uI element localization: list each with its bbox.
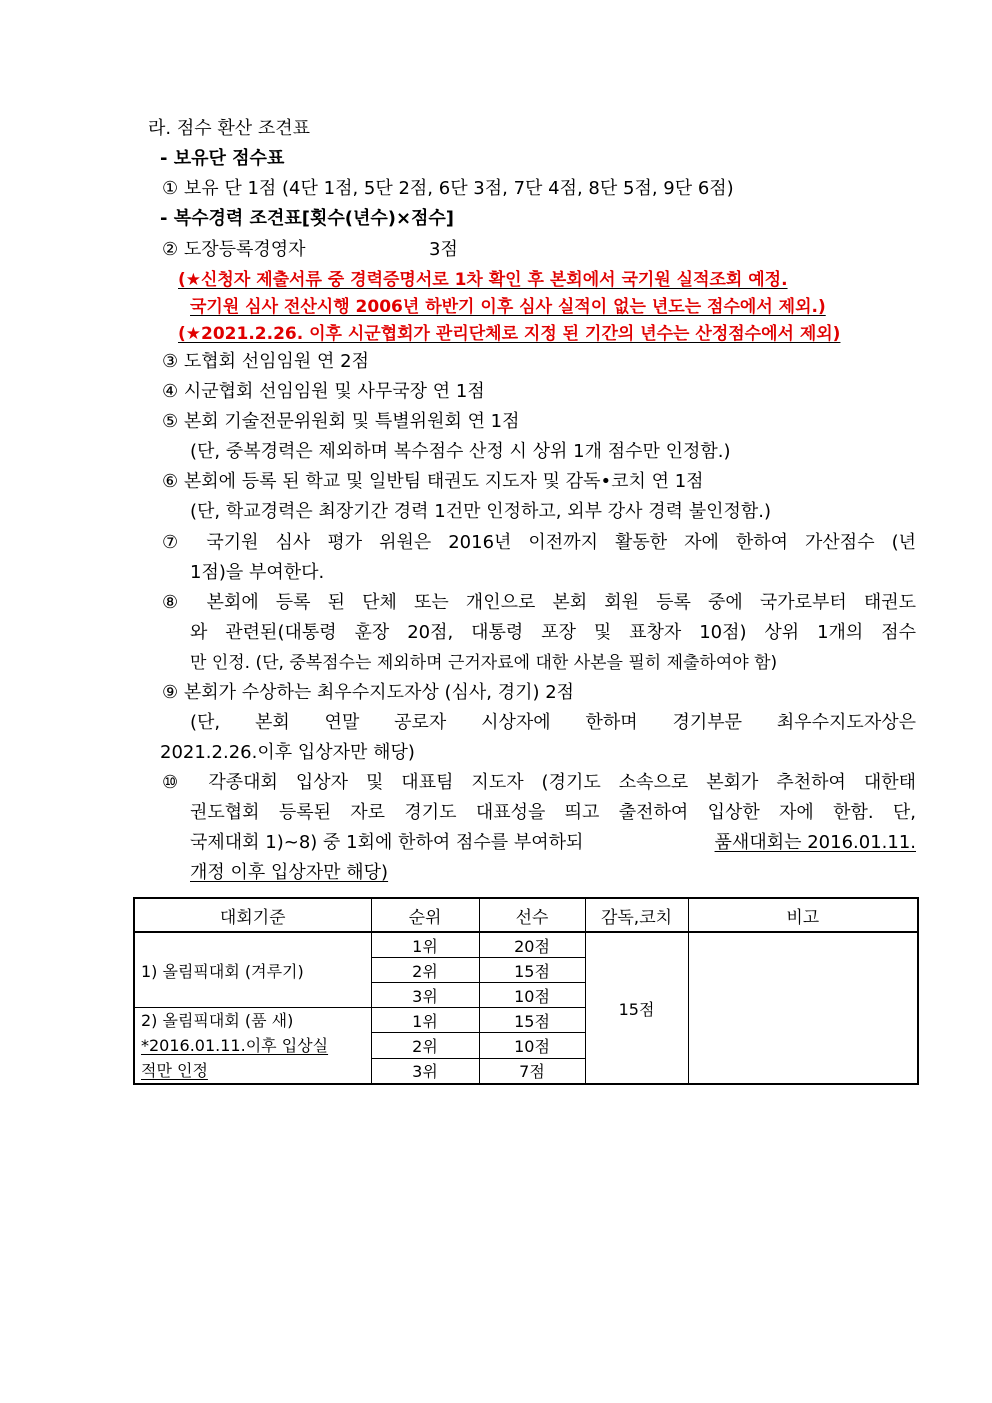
player-score-cell: 15점 (479, 1008, 585, 1033)
player-score-cell: 15점 (479, 958, 585, 983)
item-7-line-2: 1점)을 부여한다. (190, 562, 325, 583)
item-8-line-3: 만 인정. (단, 중복점수는 제외하며 근거자료에 대한 사본을 필히 제출하여야 함) (190, 653, 778, 673)
item-8-line-1: ⑧ 본회에 등록 된 단체 또는 개인으로 본회 회원 등록 중에 국가로부터 태권도 (162, 592, 916, 613)
item-3: ③ 도협회 선임임원 연 2점 (162, 351, 369, 372)
item-2-label: ② 도장등록경영자 (162, 239, 306, 260)
header-competition: 대회기준 (134, 898, 371, 932)
score-table (133, 897, 919, 1085)
header-coach: 감독,코치 (585, 898, 688, 932)
rank-cell: 1위 (371, 932, 479, 958)
item-5-note: (단, 중복경력은 제외하며 복수점수 산정 시 상위 1개 점수만 인정함.) (190, 441, 731, 462)
item-10-line-2: 권도협회 등록된 자로 경기도 대표성을 띄고 출전하여 입상한 자에 한함. 단, (190, 802, 916, 823)
subheading-career-score: - 복수경력 조견표[횟수(년수)×점수] (160, 208, 455, 229)
rank-cell: 2위 (371, 1033, 479, 1058)
player-score-cell: 20점 (479, 932, 585, 958)
rank-cell: 3위 (371, 1058, 479, 1084)
section-title: 라. 점수 환산 조견표 (148, 118, 310, 139)
group-1-label: 1) 올림픽대회 (겨루기) (134, 932, 371, 1008)
item-10-line-3b: 품새대회는 2016.01.11. (714, 832, 916, 853)
item-9: ⑨ 본회가 수상하는 최우수지도자상 (심사, 경기) 2점 (162, 682, 575, 703)
header-player: 선수 (479, 898, 585, 932)
note-1-line-2: 국기원 심사 전산시행 2006년 하반기 이후 심사 실적이 없는 년도는 점수에서 제외.) (190, 297, 826, 317)
table-header-row (134, 898, 918, 932)
player-score-cell: 10점 (479, 1033, 585, 1058)
header-rank: 순위 (371, 898, 479, 932)
player-score-cell: 10점 (479, 983, 585, 1008)
item-5: ⑤ 본회 기술전문위원회 및 특별위원회 연 1점 (162, 411, 520, 432)
item-10-line-3a: 국제대회 1)~8) 중 1회에 한하여 점수를 부여하되 (190, 832, 584, 853)
rank-cell: 3위 (371, 983, 479, 1008)
item-10-line-1: ⑩ 각종대회 입상자 및 대표팀 지도자 (경기도 소속으로 본회가 추천하여 대한태 (162, 772, 916, 793)
item-10-line-3 (190, 832, 916, 854)
subheading-dan-score: - 보유단 점수표 (160, 148, 285, 169)
header-remarks: 비고 (688, 898, 918, 932)
player-score-cell: 7점 (479, 1058, 585, 1084)
rank-cell: 1위 (371, 1008, 479, 1033)
item-6: ⑥ 본회에 등록 된 학교 및 일반팀 태권도 지도자 및 감독•코치 연 1점 (162, 471, 704, 492)
item-10-line-4: 개정 이후 입상자만 해당) (190, 862, 389, 883)
group-2-label-line-2: *2016.01.11.이후 입상실 (141, 1036, 329, 1055)
item-9-note-line-2: 2021.2.26.이후 입상자만 해당) (160, 742, 415, 763)
item-9-note-line-1: (단, 본회 연말 공로자 시상자에 한하며 경기부문 최우수지도자상은 (190, 712, 916, 733)
remarks-cell (688, 932, 918, 1084)
group-2-label (134, 1008, 371, 1085)
table-row (134, 932, 918, 958)
coach-score-cell: 15점 (585, 932, 688, 1084)
group-2-label-line-1: 2) 올림픽대회 (품 새) (141, 1011, 294, 1030)
item-7-line-1: ⑦ 국기원 심사 평가 위원은 2016년 이전까지 활동한 자에 한하여 가산점수 (년 (162, 532, 916, 553)
group-2-label-line-3: 적만 인정 (141, 1061, 208, 1080)
item-2-score: 3점 (429, 239, 458, 260)
item-6-note: (단, 학교경력은 최장기간 경력 1건만 인정하고, 외부 강사 경력 불인정함.) (190, 501, 772, 522)
note-1-line-1: (★신청자 제출서류 중 경력증명서로 1차 확인 후 본회에서 국기원 실적조회 예정. (178, 270, 788, 290)
item-4: ④ 시군협회 선임임원 및 사무국장 연 1점 (162, 381, 485, 402)
item-1: ① 보유 단 1점 (4단 1점, 5단 2점, 6단 3점, 7단 4점, 8단 5점, 9단 6점) (162, 178, 734, 199)
note-2: (★2021.2.26. 이후 시군협회가 관리단체로 지정 된 기간의 년수는 산정점수에서 제외) (178, 324, 841, 344)
rank-cell: 2위 (371, 958, 479, 983)
item-8-line-2: 와 관련된(대통령 훈장 20점, 대통령 포장 및 표창자 10점) 상위 1개의 점수 (190, 622, 916, 643)
